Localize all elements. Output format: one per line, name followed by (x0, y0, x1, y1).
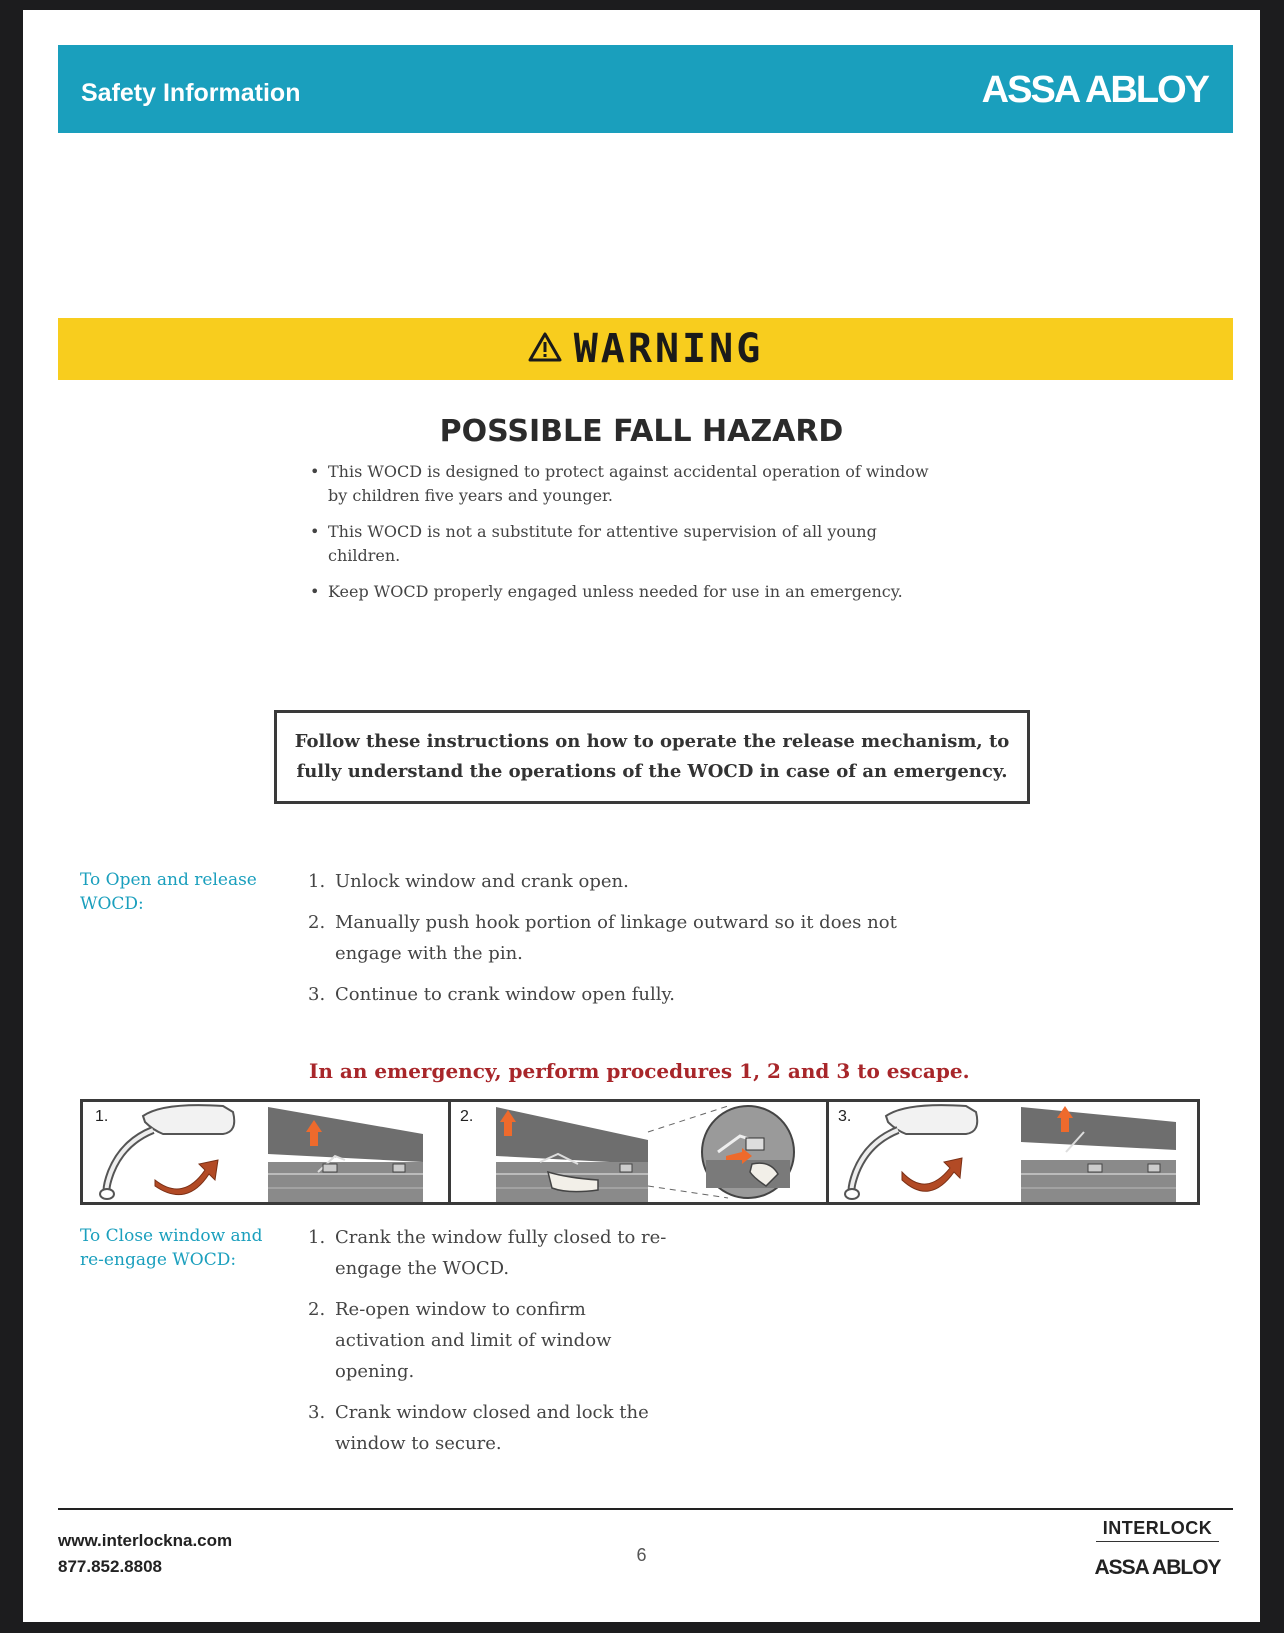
panel-label: 3. (838, 1108, 852, 1125)
list-item: • Keep WOCD properly engaged unless needed for use in an emergency. (308, 580, 948, 604)
header-bar (58, 45, 1233, 133)
page-number: 6 (636, 1545, 647, 1565)
warning-banner (58, 318, 1233, 380)
close-section-label: To Close window and re-engage WOCD: (80, 1226, 263, 1270)
section-title: Safety Information (81, 79, 301, 107)
instructions-text: Follow these instructions on how to operate the release mechanism, to fully understand the operations of the WOCD in case of an emergency. (294, 731, 1010, 782)
crank-handle-illustration (83, 1102, 445, 1202)
panel-label: 2. (460, 1108, 474, 1125)
hazard-title: POSSIBLE FALL HAZARD (439, 414, 844, 449)
panel-label: 1. (95, 1108, 109, 1125)
crank-open-illustration (826, 1102, 1197, 1202)
close-steps-list (308, 1222, 678, 1469)
illustration-panel-1 (83, 1102, 451, 1202)
release-hook-illustration (448, 1102, 823, 1202)
hazard-bullet-list (308, 460, 948, 616)
phone-number: 877.852.8808 (58, 1557, 162, 1576)
document-page (23, 10, 1260, 1622)
illustration-panel-2 (448, 1102, 829, 1202)
list-item: • This WOCD is not a substitute for attentive supervision of all young children. (308, 520, 948, 568)
list-item: 2. Re-open window to confirm activation and limit of window opening. (308, 1299, 612, 1382)
list-item: • This WOCD is designed to protect against accidental operation of window by children five years and younger. (308, 460, 948, 508)
website-link[interactable]: www.interlockna.com (58, 1531, 233, 1550)
footer-divider (58, 1508, 1233, 1510)
list-item: 1. Unlock window and crank open. (308, 871, 629, 892)
assa-abloy-wordmark: ASSA ABLOY (1094, 1556, 1221, 1579)
warning-label: WARNING (573, 326, 764, 372)
list-item: 2. Manually push hook portion of linkage outward so it does not engage with the pin. (308, 912, 897, 964)
open-steps-list (308, 866, 928, 1020)
list-item: 3. Continue to crank window open fully. (308, 984, 676, 1005)
procedure-illustrations (80, 1099, 1200, 1205)
interlock-wordmark: INTERLOCK (1102, 1518, 1213, 1538)
open-section-label: To Open and release WOCD: (80, 870, 257, 914)
warning-triangle-icon (528, 331, 562, 367)
list-item: 3. Crank window closed and lock the window to secure. (308, 1402, 649, 1454)
illustration-panel-3 (826, 1102, 1197, 1202)
instructions-callout (274, 710, 1030, 804)
emergency-note: In an emergency, perform procedures 1, 2 and 3 to escape. (309, 1059, 970, 1083)
list-item: 1. Crank the window fully closed to re-engage the WOCD. (308, 1227, 667, 1279)
logo-rule (1096, 1541, 1219, 1550)
footer-logo (1090, 1518, 1225, 1580)
brand-logo: ASSA ABLOY (981, 69, 1208, 111)
